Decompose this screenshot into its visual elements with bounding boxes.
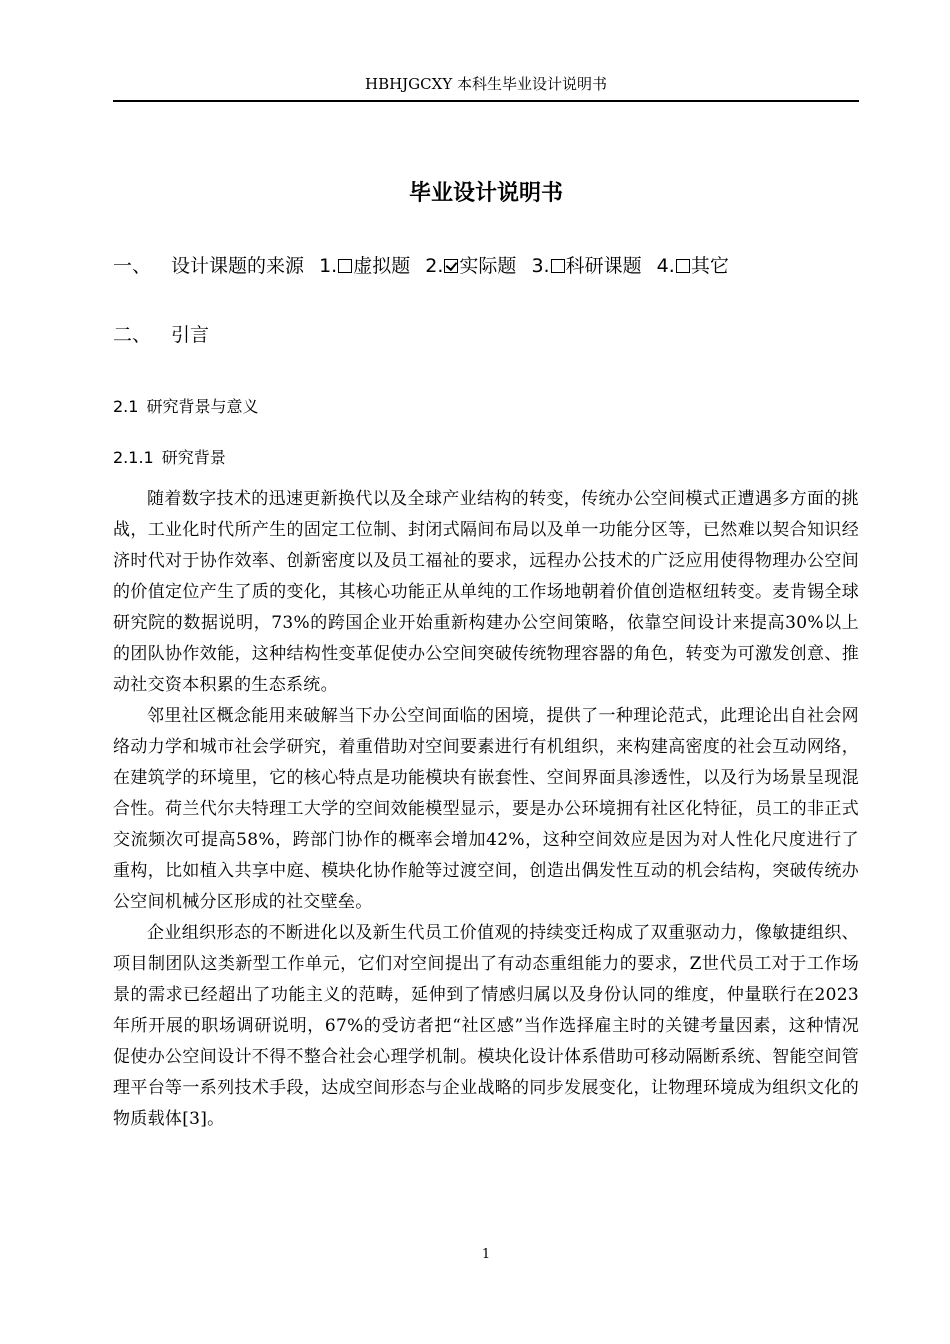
checkbox-research[interactable] [551, 259, 565, 273]
paragraph: 企业组织形态的不断进化以及新生代员工价值观的持续变迁构成了双重驱动力，像敏捷组织、项目制团队这类新型工作单元，它们对空间提出了有动态重组能力的要求，Z世代员工对于工作场景的需求已经超出了功能主义的范畴，延伸到了情感归属以及身份认同的维度，仲量联行在2023年所开展的职场调研说明，67%的受访者把“社区感”当作选择雇主时的关键考量因素，这种情况促使办公空间设计不得不整合社会心理学机制。模块化设计体系借助可移动隔断系统、智能空间管理平台等一系列技术手段，达成空间形态与企业战略的同步发展变化，让物理环境成为组织文化的物质载体[3]。 [113, 923, 859, 1129]
option-other: 4. 其它 [656, 255, 729, 277]
page-number: 1 [481, 1247, 491, 1262]
checkbox-actual[interactable] [444, 259, 458, 273]
checkbox-other[interactable] [676, 259, 690, 273]
option-virtual: 1. 虚拟题 [319, 255, 411, 277]
section-2-number: 二、 [113, 324, 152, 346]
checkbox-virtual[interactable] [338, 259, 352, 273]
section-2-heading [113, 320, 209, 350]
section-1-heading [113, 251, 729, 281]
paragraph: 随着数字技术的迅速更新换代以及全球产业结构的转变，传统办公空间模式正遭遇多方面的挑战，工业化时代所产生的固定工位制、封闭式隔间布局以及单一功能分区等，已然难以契合知识经济时代对于协作效率、创新密度以及员工福祉的要求，远程办公技术的广泛应用使得物理办公空间的价值定位产生了质的变化，其核心功能正从单纯的工作场地朝着价值创造枢纽转变。麦肯锡全球研究院的数据说明，73%的跨国企业开始重新构建办公空间策略，依靠空间设计来提高30%以上的团队协作效能，这种结构性变革促使办公空间突破传统物理容器的角色，转变为可激发创意、推动社交资本积累的生态系统。 [113, 489, 859, 695]
subsection-heading: 2.1 研究背景与意义 [113, 397, 259, 416]
header-rule [113, 100, 859, 102]
subsubsection-heading: 2.1.1 研究背景 [113, 448, 226, 467]
section-1-label: 设计课题的来源 [171, 255, 305, 277]
document-title: 毕业设计说明书 [408, 181, 563, 206]
body-text [113, 484, 859, 1135]
paragraph: 邻里社区概念能用来破解当下办公空间面临的困境，提供了一种理论范式，此理论出自社会网络动力学和城市社会学研究，着重借助对空间要素进行有机组织，来构建高密度的社会互动网络，在建筑学的环境里，它的核心特点是功能模块有嵌套性、空间界面具渗透性，以及行为场景呈现混合性。荷兰代尔夫特理工大学的空间效能模型显示，要是办公环境拥有社区化特征，员工的非正式交流频次可提高58%，跨部门协作的概率会增加42%，这种空间效应是因为对人性化尺度进行了重构，比如植入共享中庭、模块化协作舱等过渡空间，创造出偶发性互动的机会结构，突破传统办公空间机械分区形成的社交壁垒。 [113, 706, 859, 912]
section-1-number: 一、 [113, 255, 152, 277]
page-header: HBHJGCXY 本科生毕业设计说明书 [364, 75, 607, 93]
option-research: 3. 科研课题 [531, 255, 642, 277]
option-actual: 2. 实际题 [425, 255, 517, 277]
section-2-label: 引言 [171, 324, 210, 346]
